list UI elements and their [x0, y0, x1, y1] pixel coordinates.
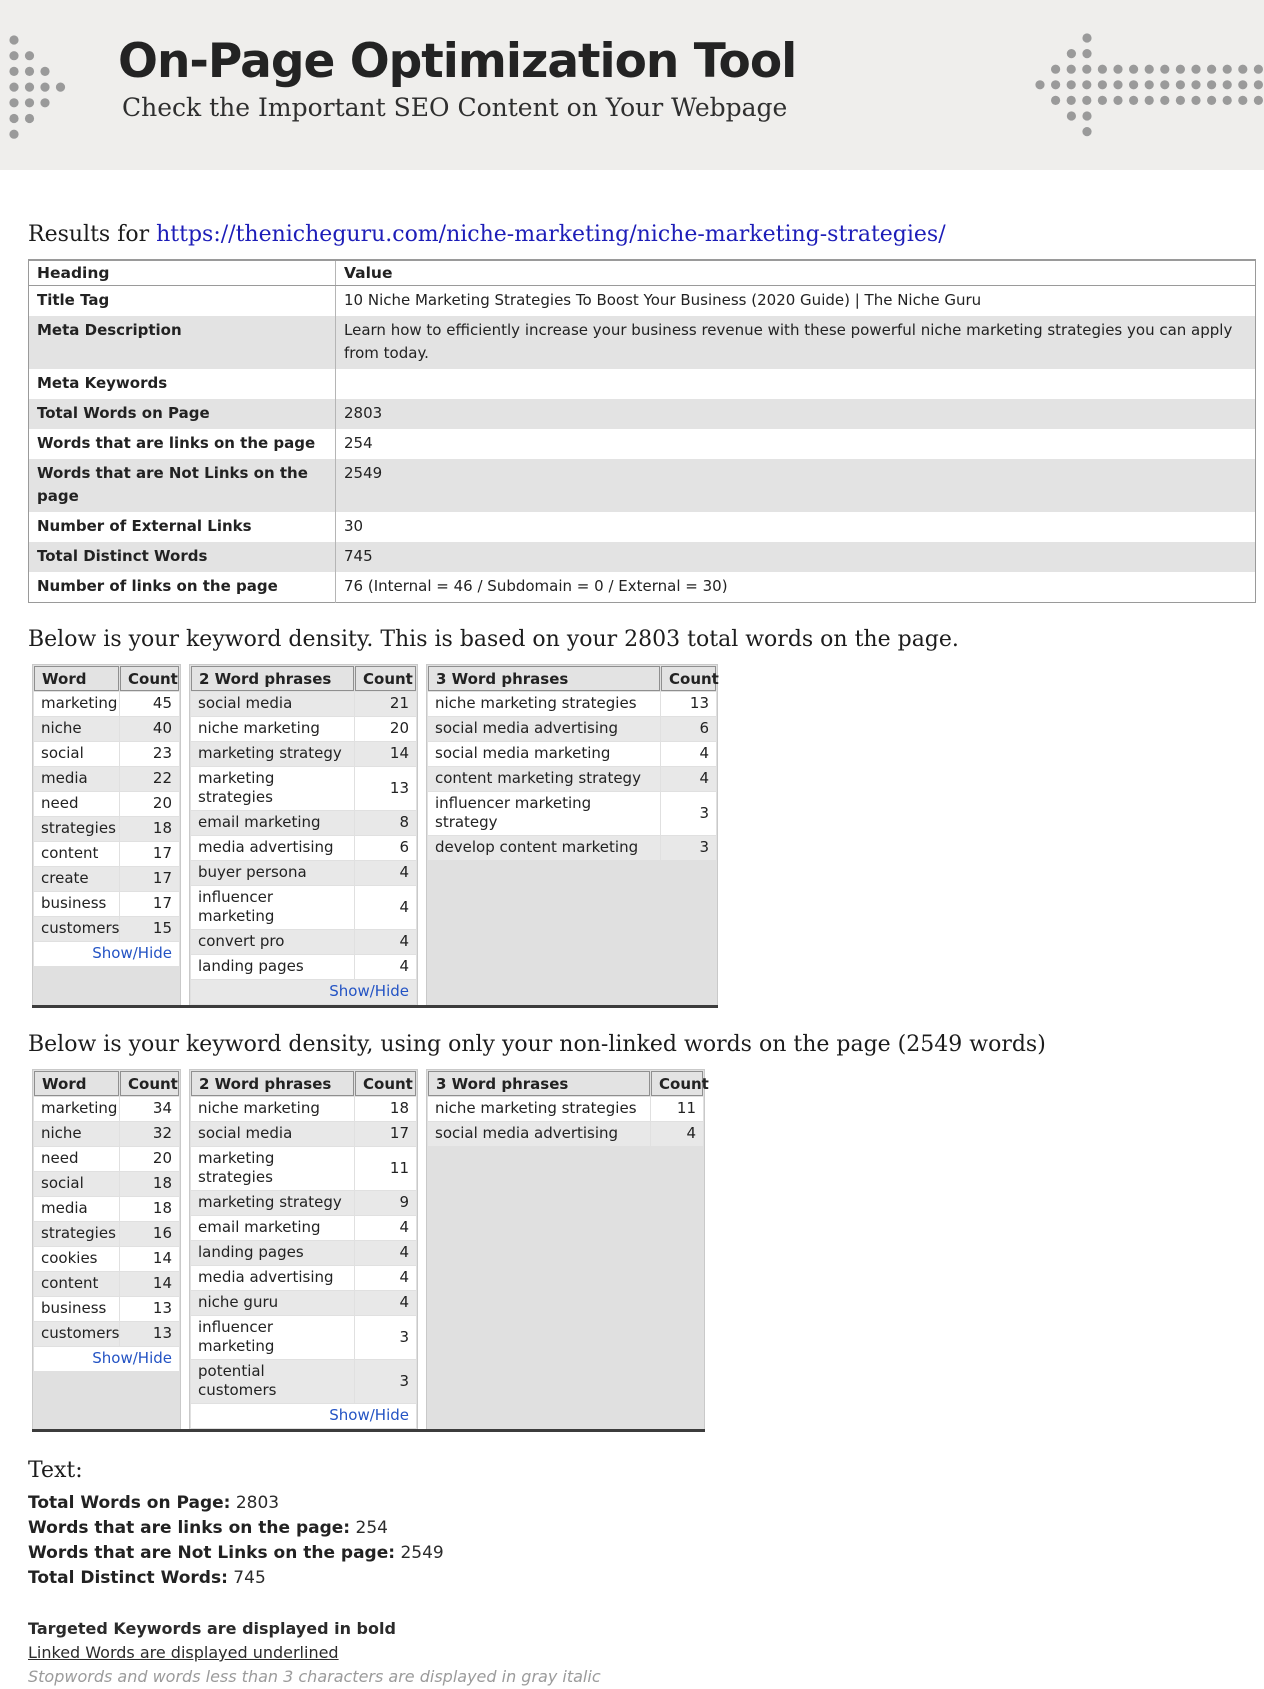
show-hide-row	[191, 1404, 416, 1428]
table-cell: need	[34, 792, 119, 816]
results-line	[28, 222, 1256, 247]
table-header-row	[34, 666, 179, 691]
table-row	[428, 767, 716, 791]
column-header-count: Count	[120, 1071, 179, 1096]
column-header-two-word: 2 Word phrases	[191, 1071, 354, 1096]
table-cell: 13	[355, 767, 416, 810]
two-word-column	[189, 1069, 418, 1429]
table-cell: Words that are links on the page	[29, 429, 336, 459]
table-cell: content	[34, 1272, 119, 1296]
table-cell: 20	[120, 792, 179, 816]
table-cell: marketing strategies	[191, 1147, 354, 1190]
table-row	[29, 429, 1256, 459]
table-cell: convert pro	[191, 930, 354, 954]
table-cell: 4	[651, 1122, 703, 1146]
column-header-value: Value	[336, 260, 1256, 286]
column-header-count: Count	[120, 666, 179, 691]
table-cell: marketing	[34, 1097, 119, 1121]
word-column	[32, 664, 181, 1005]
table-cell: marketing strategy	[191, 1191, 354, 1215]
table-row	[428, 1097, 703, 1121]
table-row	[191, 767, 416, 810]
table-cell: 4	[355, 886, 416, 929]
table-cell: 3	[355, 1360, 416, 1403]
table-cell: need	[34, 1147, 119, 1171]
legend-bold-note: Targeted Keywords are displayed in bold	[28, 1619, 396, 1638]
density-nonlinked-heading: Below is your keyword density, using only your non-linked words on the page (2549 words)	[28, 1032, 1046, 1057]
stat-line: Total Words on Page: 2803	[28, 1493, 280, 1513]
table-cell: 4	[355, 1266, 416, 1290]
table-cell: influencer marketing	[191, 1316, 354, 1359]
stat-line: Words that are Not Links on the page: 2549	[28, 1543, 444, 1563]
table-cell: 3	[661, 792, 716, 835]
table-row	[191, 1316, 416, 1359]
table-cell: niche	[34, 1122, 119, 1146]
table-cell: strategies	[34, 1222, 119, 1246]
table-cell: 45	[120, 692, 179, 716]
table-cell: strategies	[34, 817, 119, 841]
table-row	[191, 1266, 416, 1290]
table-row	[34, 717, 179, 741]
table-cell: 17	[120, 842, 179, 866]
table-cell: 4	[355, 955, 416, 979]
legend-underline-note: Linked Words are displayed underlined	[28, 1643, 339, 1662]
table-cell: 4	[355, 1241, 416, 1265]
word-count-table	[33, 665, 180, 967]
table-row	[191, 1241, 416, 1265]
stat-label: Total Distinct Words:	[28, 1568, 228, 1588]
table-cell: 16	[120, 1222, 179, 1246]
density-all-heading: Below is your keyword density. This is based on your 2803 total words on the page.	[28, 627, 959, 652]
table-row	[34, 1122, 179, 1146]
stat-line: Words that are links on the page: 254	[28, 1518, 388, 1538]
table-cell: 18	[355, 1097, 416, 1121]
table-cell: email marketing	[191, 811, 354, 835]
table-row	[34, 1172, 179, 1196]
table-cell: niche marketing	[191, 1097, 354, 1121]
table-cell: 6	[355, 836, 416, 860]
table-row	[34, 767, 179, 791]
column-header-three-word: 3 Word phrases	[428, 666, 660, 691]
table-row	[191, 1360, 416, 1403]
table-cell: influencer marketing strategy	[428, 792, 660, 835]
show-hide-row	[34, 1347, 179, 1371]
table-cell: social media advertising	[428, 1122, 650, 1146]
table-cell: develop content marketing	[428, 836, 660, 860]
table-cell: Number of External Links	[29, 512, 336, 542]
table-cell: 21	[355, 692, 416, 716]
table-row	[428, 792, 716, 835]
table-cell: Words that are Not Links on the page	[29, 459, 336, 512]
stat-label: Words that are links on the page:	[28, 1518, 351, 1538]
table-cell: 34	[120, 1097, 179, 1121]
word-column	[32, 1069, 181, 1429]
show-hide-link[interactable]: Show/Hide	[329, 1406, 409, 1424]
table-header-row	[191, 1071, 416, 1096]
three-word-column	[426, 1069, 709, 1429]
table-cell: 23	[120, 742, 179, 766]
show-hide-link[interactable]: Show/Hide	[329, 982, 409, 1000]
table-cell: social	[34, 742, 119, 766]
table-cell: cookies	[34, 1247, 119, 1271]
results-url-link[interactable]: https://thenicheguru.com/niche-marketing/niche-marketing-strategies/	[156, 222, 946, 247]
table-cell: Meta Description	[29, 316, 336, 369]
table-row	[29, 542, 1256, 572]
table-cell: 4	[355, 930, 416, 954]
table-cell: 4	[355, 1291, 416, 1315]
column-header-heading: Heading	[29, 260, 336, 286]
table-row	[191, 811, 416, 835]
table-cell: social media	[191, 692, 354, 716]
table-cell: media	[34, 1197, 119, 1221]
table-cell: content	[34, 842, 119, 866]
table-cell: 14	[120, 1247, 179, 1271]
table-cell: 4	[355, 1216, 416, 1240]
seo-summary-table	[28, 259, 1256, 603]
table-cell: 22	[120, 767, 179, 791]
table-row	[191, 1097, 416, 1121]
column-header-count: Count	[661, 666, 716, 691]
table-cell: 18	[120, 1197, 179, 1221]
table-cell: buyer persona	[191, 861, 354, 885]
word-count-table	[33, 1070, 180, 1372]
dots-arrow-left-decoration	[1030, 30, 1264, 142]
table-row	[29, 286, 1256, 317]
table-row	[29, 316, 1256, 369]
main-content	[0, 222, 1264, 1689]
table-cell: 17	[120, 892, 179, 916]
column-header-two-word: 2 Word phrases	[191, 666, 354, 691]
table-row	[191, 1122, 416, 1146]
page-subtitle: Check the Important SEO Content on Your Webpage	[122, 93, 788, 122]
table-row	[34, 892, 179, 916]
show-hide-link[interactable]: Show/Hide	[92, 1349, 172, 1367]
table-row	[34, 1097, 179, 1121]
table-row	[191, 1291, 416, 1315]
table-cell: niche marketing	[191, 717, 354, 741]
table-row	[34, 1247, 179, 1271]
table-cell: media advertising	[191, 1266, 354, 1290]
table-cell: 14	[120, 1272, 179, 1296]
column-header-word: Word	[34, 1071, 119, 1096]
table-row	[191, 742, 416, 766]
table-row	[34, 1272, 179, 1296]
three-word-count-table	[427, 665, 717, 861]
table-cell: 8	[355, 811, 416, 835]
table-cell: 14	[355, 742, 416, 766]
table-cell: 32	[120, 1122, 179, 1146]
table-cell: 11	[355, 1147, 416, 1190]
table-cell: marketing strategy	[191, 742, 354, 766]
table-row	[191, 930, 416, 954]
table-row	[34, 1322, 179, 1346]
page-header	[0, 0, 1264, 170]
table-cell: niche marketing strategies	[428, 1097, 650, 1121]
dots-arrow-right-decoration	[4, 30, 79, 148]
table-cell: potential customers	[191, 1360, 354, 1403]
table-cell: social media advertising	[428, 717, 660, 741]
column-header-count: Count	[355, 666, 416, 691]
table-cell: 4	[661, 742, 716, 766]
table-row	[191, 1147, 416, 1190]
table-row	[191, 1216, 416, 1240]
two-word-column	[189, 664, 418, 1005]
table-cell: Title Tag	[29, 286, 336, 317]
table-row	[29, 369, 1256, 399]
table-cell: influencer marketing	[191, 886, 354, 929]
table-row	[191, 692, 416, 716]
table-cell: 11	[651, 1097, 703, 1121]
table-cell: landing pages	[191, 955, 354, 979]
show-hide-link[interactable]: Show/Hide	[92, 944, 172, 962]
table-row	[29, 399, 1256, 429]
table-header-row	[29, 260, 1256, 286]
table-row	[191, 886, 416, 929]
table-cell	[336, 369, 1256, 399]
table-cell: Number of links on the page	[29, 572, 336, 603]
legend	[28, 1617, 1256, 1689]
table-cell: media advertising	[191, 836, 354, 860]
table-row	[191, 955, 416, 979]
table-cell: social	[34, 1172, 119, 1196]
table-cell: 18	[120, 817, 179, 841]
text-stats	[28, 1491, 1256, 1591]
stat-label: Words that are Not Links on the page:	[28, 1543, 396, 1563]
table-row	[34, 817, 179, 841]
table-cell: 10 Niche Marketing Strategies To Boost Your Business (2020 Guide) | The Niche Guru	[344, 291, 982, 309]
table-header-row	[34, 1071, 179, 1096]
table-cell: marketing strategies	[191, 767, 354, 810]
table-cell: customers	[34, 917, 119, 941]
table-cell: business	[34, 892, 119, 916]
table-cell: niche	[34, 717, 119, 741]
table-row	[34, 742, 179, 766]
table-cell: niche marketing strategies	[428, 692, 660, 716]
column-header-count: Count	[355, 1071, 416, 1096]
table-row	[428, 692, 716, 716]
table-cell: 13	[120, 1297, 179, 1321]
table-row	[428, 836, 716, 860]
table-cell: create	[34, 867, 119, 891]
table-row	[29, 572, 1256, 603]
table-cell: 17	[120, 867, 179, 891]
table-cell: 17	[355, 1122, 416, 1146]
table-header-row	[191, 666, 416, 691]
table-row	[191, 717, 416, 741]
two-word-count-table	[190, 1070, 417, 1429]
table-cell: marketing	[34, 692, 119, 716]
table-cell: 745	[336, 542, 1256, 572]
table-row	[34, 692, 179, 716]
table-cell: business	[34, 1297, 119, 1321]
column-header-word: Word	[34, 666, 119, 691]
table-cell: 254	[344, 434, 373, 452]
table-row	[191, 861, 416, 885]
table-row	[34, 867, 179, 891]
table-row	[428, 742, 716, 766]
text-section-title: Text:	[28, 1458, 83, 1483]
show-hide-row	[34, 942, 179, 966]
table-cell: 18	[120, 1172, 179, 1196]
page-title: On-Page Optimization Tool	[118, 34, 797, 89]
table-cell: social media marketing	[428, 742, 660, 766]
stat-label: Total Words on Page:	[28, 1493, 231, 1513]
table-row	[29, 459, 1256, 512]
table-header-row	[428, 1071, 703, 1096]
column-header-count: Count	[651, 1071, 703, 1096]
table-cell: email marketing	[191, 1216, 354, 1240]
stat-line: Total Distinct Words: 745	[28, 1568, 266, 1588]
table-cell: Learn how to efficiently increase your business revenue with these powerful niche marketing strategies you can apply from today.	[336, 316, 1256, 369]
table-row	[428, 717, 716, 741]
table-row	[34, 1147, 179, 1171]
density-all-tables	[32, 664, 718, 1008]
table-cell: 4	[661, 767, 716, 791]
table-cell: landing pages	[191, 1241, 354, 1265]
two-word-count-table	[190, 665, 417, 1005]
table-row	[34, 1197, 179, 1221]
table-cell: content marketing strategy	[428, 767, 660, 791]
density-nonlinked-tables	[32, 1069, 709, 1432]
table-cell: niche guru	[191, 1291, 354, 1315]
table-cell: 76 (Internal = 46 / Subdomain = 0 / External = 30)	[344, 577, 728, 595]
table-cell: media	[34, 767, 119, 791]
table-row	[428, 1122, 703, 1146]
table-cell: 40	[120, 717, 179, 741]
table-cell: 15	[120, 917, 179, 941]
table-cell: 20	[120, 1147, 179, 1171]
table-cell: 9	[355, 1191, 416, 1215]
table-cell: 3	[661, 836, 716, 860]
table-cell: 4	[355, 861, 416, 885]
table-cell: 20	[355, 717, 416, 741]
show-hide-row	[191, 980, 416, 1004]
table-cell: Total Distinct Words	[29, 542, 336, 572]
table-row	[191, 836, 416, 860]
table-row	[34, 1222, 179, 1246]
table-cell: 3	[355, 1316, 416, 1359]
table-row	[29, 512, 1256, 542]
table-cell: social media	[191, 1122, 354, 1146]
table-cell: 2549	[336, 459, 1256, 512]
results-prefix: Results for	[28, 222, 150, 247]
table-cell: customers	[34, 1322, 119, 1346]
table-cell: 30	[344, 517, 364, 535]
table-row	[34, 792, 179, 816]
table-header-row	[428, 666, 716, 691]
table-row	[34, 917, 179, 941]
table-cell: 13	[661, 692, 716, 716]
table-row	[191, 1191, 416, 1215]
table-cell: 6	[661, 717, 716, 741]
table-cell: 2803	[336, 399, 1256, 429]
column-header-three-word: 3 Word phrases	[428, 1071, 650, 1096]
table-cell: Total Words on Page	[29, 399, 336, 429]
three-word-count-table	[427, 1070, 709, 1147]
table-row	[34, 1297, 179, 1321]
three-word-column	[426, 664, 718, 1005]
table-row	[34, 842, 179, 866]
table-cell: 13	[120, 1322, 179, 1346]
legend-italic-note: Stopwords and words less than 3 characters are displayed in gray italic	[28, 1667, 601, 1686]
table-cell: Meta Keywords	[29, 369, 336, 399]
